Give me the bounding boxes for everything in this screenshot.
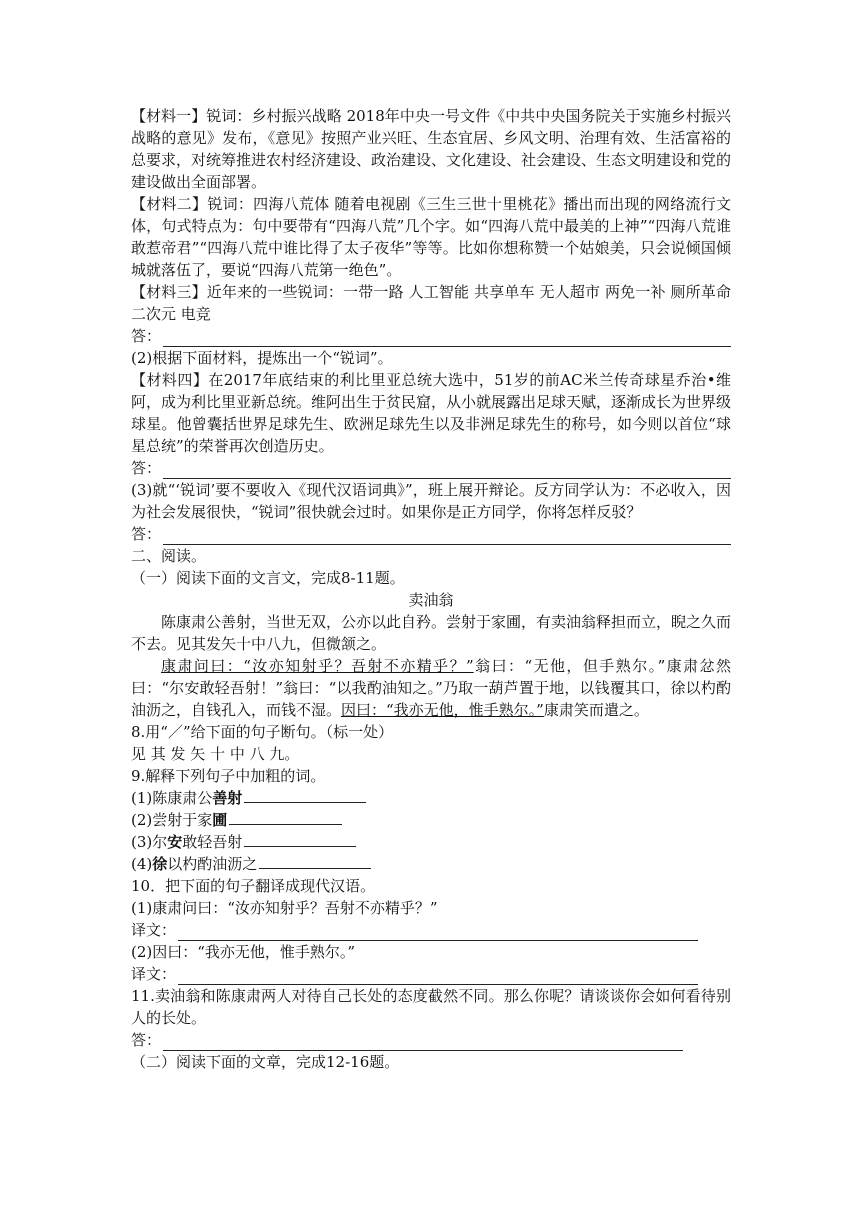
translation-label: 译文： (131, 921, 177, 939)
question-8: 8.用“／”给下面的句子断句。（标一处） (131, 723, 394, 741)
question-9-item-4 (131, 853, 731, 875)
item-text: (2)尝射于家 (131, 811, 213, 829)
material-1-body: 锐词：乡村振兴战略 2018年中央一号文件《中共中央国务院关于实施乡村振兴战略的意见》发布，《意见》按照产业兴旺、生态宜居、乡风文明、治理有效、生活富裕的总要求，对统筹推进农村经济建设、政治建设、文化建设、社会建设、生态文明建设和党的建设做出全面部署。 (131, 107, 732, 191)
item-text: (3)尔 (131, 833, 168, 851)
answer-blank[interactable] (163, 530, 731, 545)
passage-paragraph-1: 陈康肃公善射，当世无双，公亦以此自矜。尝射于家圃，有卖油翁释担而立，睨之久而不去。见其发矢十中八九，但微颔之。 (131, 613, 732, 653)
answer-line-4[interactable] (131, 1029, 731, 1051)
answer-blank[interactable] (229, 810, 342, 825)
answer-label: 答： (131, 459, 162, 477)
material-3-body: 近年来的一些锐词：一带一路 人工智能 共享单车 无人超市 两免一补 厕所革命 二次元 电竞 (131, 283, 731, 323)
underlined-sentence-1: 康肃问曰：“汝亦知射乎？吾射不亦精乎？” (161, 657, 474, 675)
item-text: 以杓酌油沥之 (167, 855, 258, 873)
answer-line-1[interactable] (131, 325, 731, 347)
answer-blank[interactable] (244, 788, 366, 803)
material-4 (131, 369, 731, 457)
answer-blank[interactable] (259, 854, 371, 869)
subsection-1-heading: （一）阅读下面的文言文，完成8-11题。 (131, 569, 405, 587)
material-4-body: 在2017年底结束的利比里亚总统大选中，51岁的前AC米兰传奇球星乔治•维阿，成为利比里亚新总统。维阿出生于贫民窟，从小就展露出足球天赋，逐渐成长为世界级球星。他曾囊括世界足球先生、欧洲足球先生以及非洲足球先生的称号，如今则以首位“球星总统”的荣誉再次创造历史。 (131, 371, 732, 455)
underlined-sentence-2: 因曰：“我亦无他，惟手熟尔。” (341, 701, 544, 719)
material-3-head: 【材料三】 (131, 283, 207, 301)
bold-word: 圃 (212, 811, 228, 829)
answer-blank[interactable] (244, 832, 356, 847)
answer-label: 答： (131, 525, 162, 543)
subsection-2-heading: （二）阅读下面的文章，完成12-16题。 (131, 1053, 400, 1071)
question-10-1: (1)康肃问曰：“汝亦知射乎？吾射不亦精乎？” (131, 899, 438, 917)
question-11: 11.卖油翁和陈康肃两人对待自己长处的态度截然不同。那么你呢？请谈谈你会如何看待别人的长处。 (131, 987, 731, 1027)
question-9-item-3 (131, 831, 731, 853)
translation-line-1[interactable] (131, 919, 731, 941)
passage-paragraph-2 (131, 655, 731, 721)
question-3: (3)就“‘锐词’要不要收入《现代汉语词典》”，班上展开辩论。反方同学认为：不必收入，因为社会发展很快，“锐词”很快就会过时。如果你是正方同学，你将怎样反驳？ (131, 481, 731, 521)
question-2: (2)根据下面材料，提炼出一个“锐词”。 (131, 349, 393, 367)
material-2 (131, 193, 731, 281)
question-9: 9.解释下列句子中加粗的词。 (131, 767, 326, 785)
answer-blank[interactable] (163, 1036, 683, 1051)
item-text: (4) (131, 855, 153, 873)
translation-line-2[interactable] (131, 963, 731, 985)
question-10-2: (2)因曰：“我亦无他，惟手熟尔。” (131, 943, 356, 961)
material-1 (131, 105, 731, 193)
question-10: 10．把下面的句子翻译成现代汉语。 (131, 877, 376, 895)
question-9-item-2 (131, 809, 731, 831)
bold-word: 徐 (152, 855, 168, 873)
translation-label: 译文： (131, 965, 177, 983)
answer-line-2[interactable] (131, 457, 731, 479)
material-4-head: 【材料四】 (131, 371, 209, 389)
question-9-item-1 (131, 787, 731, 809)
answer-blank[interactable] (163, 464, 731, 479)
answer-blank[interactable] (163, 332, 731, 347)
passage-title: 卖油翁 (408, 591, 454, 609)
answer-label: 答： (131, 327, 162, 345)
document-page (131, 105, 731, 1073)
translation-blank[interactable] (178, 926, 698, 941)
answer-label: 答： (131, 1031, 162, 1049)
question-8-sentence: 见 其 发 矢 十 中 八 九。 (131, 745, 300, 763)
material-2-body: 锐词：四海八荒体 随着电视剧《三生三世十里桃花》播出而出现的网络流行文体，句式特点为：句中要带有“四海八荒”几个字。如“四海八荒中最美的上神”“四海八荒谁敢惹帝君”“四海八荒中谁比得了太子夜华”等等。比如你想称赞一个姑娘美，只会说倾国倾城就落伍了，要说“四海八荒第一绝色”。 (131, 195, 731, 279)
translation-blank[interactable] (178, 970, 698, 985)
material-2-head: 【材料二】 (131, 195, 208, 213)
item-text: 敢轻吾射 (182, 833, 243, 851)
passage-text: 翁曰：“无他，但手熟尔。”康肃忿然曰：“尔安敢轻吾射！”翁曰：“以我酌油知之。”乃取一葫芦置于地，以钱覆其口，徐以杓酌油沥之，自钱孔入，而钱不湿。 (131, 657, 731, 719)
passage-text: 康肃笑而遣之。 (543, 701, 649, 719)
bold-word: 善射 (212, 789, 243, 807)
bold-word: 安 (167, 833, 183, 851)
section-2-heading: 二、阅读。 (131, 547, 207, 565)
item-text: (1)陈康肃公 (131, 789, 213, 807)
material-1-head: 【材料一】 (131, 107, 207, 125)
material-3 (131, 281, 731, 325)
answer-line-3[interactable] (131, 523, 731, 545)
